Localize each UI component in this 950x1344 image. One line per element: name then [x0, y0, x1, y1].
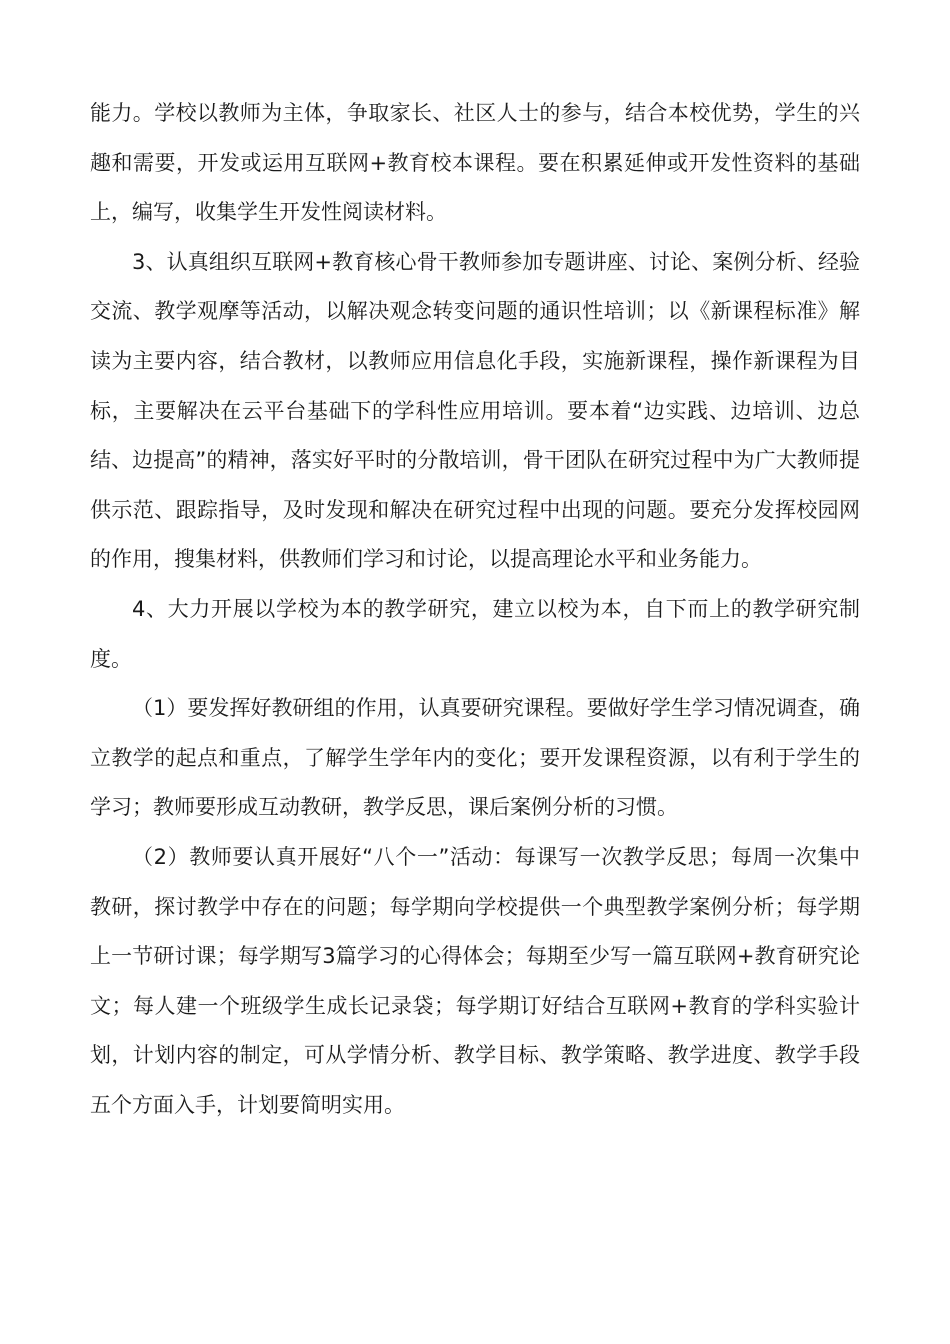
document-body	[90, 89, 860, 1130]
paragraph-continuation: 能力。学校以教师为主体，争取家长、社区人士的参与，结合本校优势，学生的兴趣和需要，开发或运用互联网+教育校本课程。要在积累延伸或开发性资料的基础上，编写，收集学生开发性阅读材料。	[90, 101, 860, 225]
paragraph-subitem-2: （2）教师要认真开展好“八个一”活动：每课写一次教学反思；每周一次集中教研，探讨教学中存在的问题；每学期向学校提供一个典型教学案例分析；每学期上一节研讨课；每学期写3篇学习的心得体会；每期至少写一篇互联网+教育研究论文；每人建一个班级学生成长记录袋；每学期订好结合互联网+教育的学科实验计划，计划内容的制定，可从学情分析、教学目标、教学策略、教学进度、教学手段五个方面入手，计划要简明实用。	[90, 844, 860, 1117]
paragraph-item-4: 4、大力开展以学校为本的教学研究，建立以校为本，自下而上的教学研究制度。	[90, 596, 860, 671]
paragraph-subitem-1: （1）要发挥好教研组的作用，认真要研究课程。要做好学生学习情况调查，确立教学的起点和重点，了解学生学年内的变化；要开发课程资源，以有利于学生的学习；教师要形成互动教研，教学反思，课后案例分析的习惯。	[90, 696, 860, 820]
paragraph-item-3: 3、认真组织互联网+教育核心骨干教师参加专题讲座、讨论、案例分析、经验交流、教学观摩等活动，以解决观念转变问题的通识性培训；以《新课程标准》解读为主要内容，结合教材，以教师应用信息化手段，实施新课程，操作新课程为目标，主要解决在云平台基础下的学科性应用培训。要本着“边实践、边培训、边总结、边提高”的精神，落实好平时的分散培训，骨干团队在研究过程中为广大教师提供示范、跟踪指导，及时发现和解决在研究过程中出现的问题。要充分发挥校园网的作用，搜集材料，供教师们学习和讨论，以提高理论水平和业务能力。	[90, 249, 860, 572]
